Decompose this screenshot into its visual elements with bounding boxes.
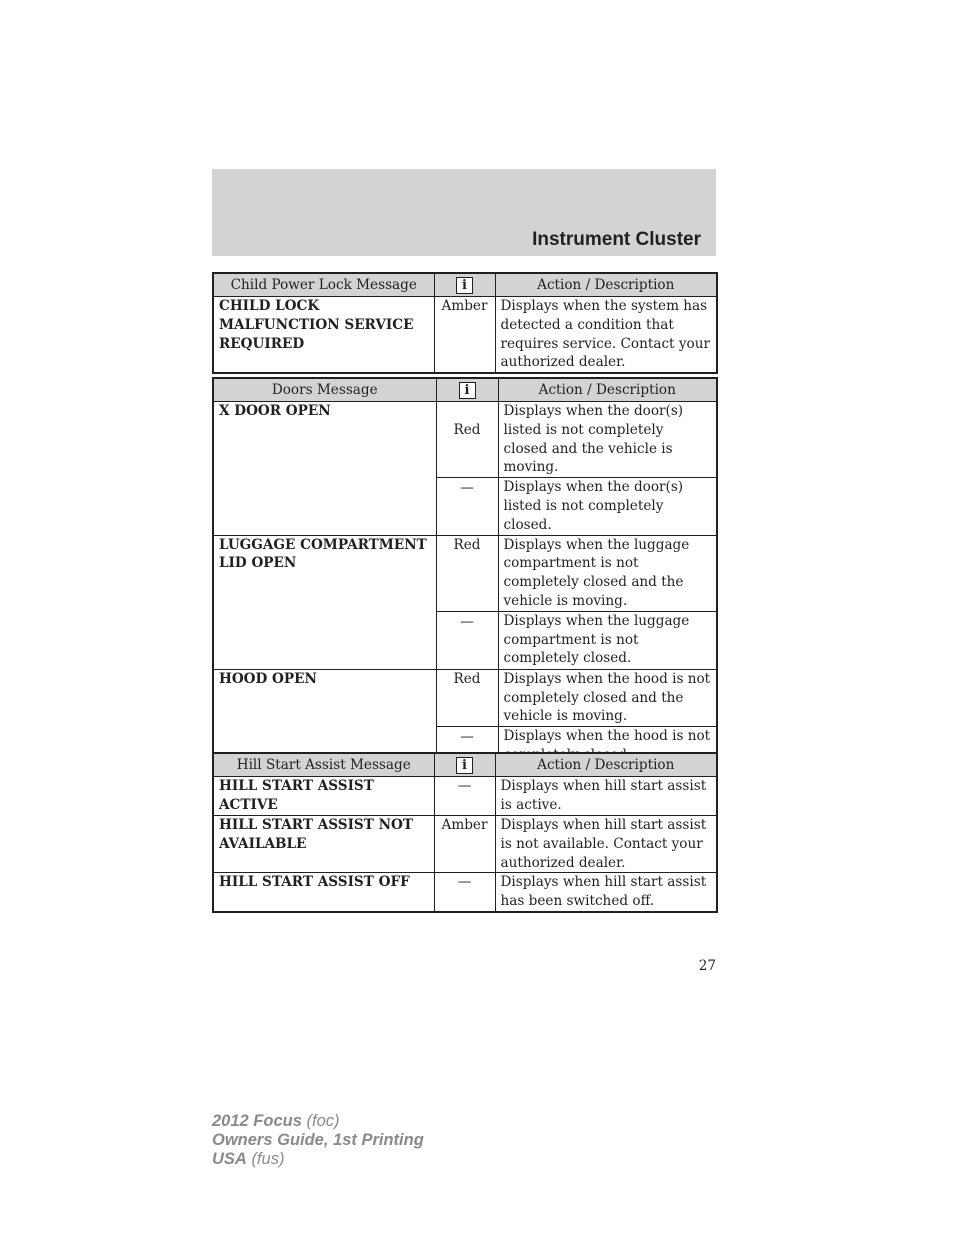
message-name: HOOD OPEN [213,669,436,765]
message-name: X DOOR OPEN [213,402,436,536]
child-power-lock-table [212,272,718,374]
doors-message-table [212,377,718,767]
footer-line-2 [212,1131,424,1150]
hill-start-assist-table [212,752,718,913]
message-description: Displays when the luggage compartment is not completely closed. [498,611,717,669]
message-name: CHILD LOCK MALFUNCTION SERVICE REQUIRED [213,297,434,374]
footer [212,1112,424,1169]
footer-model-code: (foc) [306,1112,340,1130]
table-row [213,777,717,816]
header-band [212,169,716,256]
table-header-row [213,273,717,297]
message-column-header: Hill Start Assist Message [213,753,434,777]
table-row [213,873,717,912]
footer-model: 2012 Focus [212,1112,302,1130]
message-color: — [436,727,498,766]
message-description: Displays when hill start assist has been switched off. [495,873,717,912]
message-color: Red [436,402,498,478]
message-description: Displays when hill start assist is not available. Contact your authorized dealer. [495,816,717,873]
message-name: HILL START ASSIST ACTIVE [213,777,434,816]
table-row [213,297,717,374]
page-number: 27 [698,958,716,974]
message-description: Displays when the door(s) listed is not completely closed. [498,478,717,535]
footer-line-3 [212,1150,424,1169]
message-color: Amber [434,297,495,374]
table-header-row [213,378,717,402]
table-row [213,816,717,873]
table-row [213,669,717,726]
message-description: Displays when the door(s) listed is not completely closed and the vehicle is moving. [498,402,717,478]
action-column-header: Action / Description [495,753,717,777]
message-name: LUGGAGE COMPARTMENT LID OPEN [213,535,436,669]
message-description: Displays when the hood is not [498,727,717,766]
info-column-header [434,753,495,777]
page-title: Instrument Cluster [532,229,701,250]
footer-line-1 [212,1112,424,1131]
message-description: Displays when hill start assist is active. [495,777,717,816]
message-column-header: Child Power Lock Message [213,273,434,297]
info-icon: i [456,757,473,774]
message-name: HILL START ASSIST OFF [213,873,434,912]
table-row [213,535,717,611]
action-column-header: Action / Description [495,273,717,297]
message-color: — [436,611,498,669]
footer-market-code: (fus) [251,1150,285,1168]
info-column-header [434,273,495,297]
message-name: HILL START ASSIST NOT AVAILABLE [213,816,434,873]
message-color: Red [436,669,498,726]
message-description: Displays when the system has detected a condition that requires service. Contact your authorized dealer. [495,297,717,374]
message-description: Displays when the hood is not completely closed and the vehicle is moving. [498,669,717,726]
message-color: Red [436,535,498,611]
footer-guide: Owners Guide, 1st Printing [212,1131,424,1149]
info-icon: i [459,382,476,399]
message-description: Displays when the luggage compartment is not completely closed and the vehicle is moving. [498,535,717,611]
table-row [213,402,717,478]
table-header-row [213,753,717,777]
info-column-header [436,378,498,402]
message-color: — [436,478,498,535]
message-column-header: Doors Message [213,378,436,402]
info-icon: i [456,277,473,294]
message-color: — [434,777,495,816]
message-color: Amber [434,816,495,873]
footer-market: USA [212,1150,247,1168]
message-color: — [434,873,495,912]
action-column-header: Action / Description [498,378,717,402]
